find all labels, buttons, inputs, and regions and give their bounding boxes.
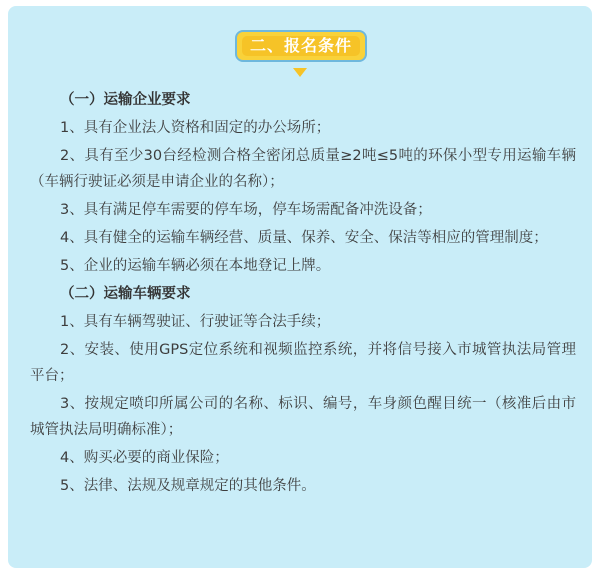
requirements-content [30,87,576,501]
down-arrow-icon [293,68,307,77]
section-title: 二、报名条件 [242,36,360,56]
enterprise-item-3: 3、具有满足停车需要的停车场，停车场需配备冲洗设备； [60,202,432,218]
enterprise-item-4: 4、具有健全的运输车辆经营、质量、保养、安全、保洁等相应的管理制度； [60,230,548,246]
vehicle-item-4: 4、购买必要的商业保险； [60,450,229,466]
vehicle-item-3: 3、按规定喷印所属公司的名称、标识、编号，车身颜色醒目统一（核准后由市城管执法局明确标准）； [30,396,576,438]
section-heading-vehicle: （二）运输车辆要求 [60,286,191,302]
enterprise-item-1: 1、具有企业法人资格和固定的办公场所； [60,120,331,136]
vehicle-item-2: 2、安装、使用GPS定位系统和视频监控系统，并将信号接入市城管执法局管理平台； [30,342,576,384]
vehicle-item-1: 1、具有车辆驾驶证、行驶证等合法手续； [60,314,331,330]
section-title-badge [235,30,367,62]
enterprise-item-5: 5、企业的运输车辆必须在本地登记上牌。 [60,258,331,274]
vehicle-item-5: 5、法律、法规及规章规定的其他条件。 [60,478,316,494]
section-heading-enterprise: （一）运输企业要求 [60,92,191,108]
enterprise-item-2: 2、具有至少30台经检测合格全密闭总质量≥2吨≤5吨的环保小型专用运输车辆（车辆行驶证必须是申请企业的名称）； [30,148,576,190]
